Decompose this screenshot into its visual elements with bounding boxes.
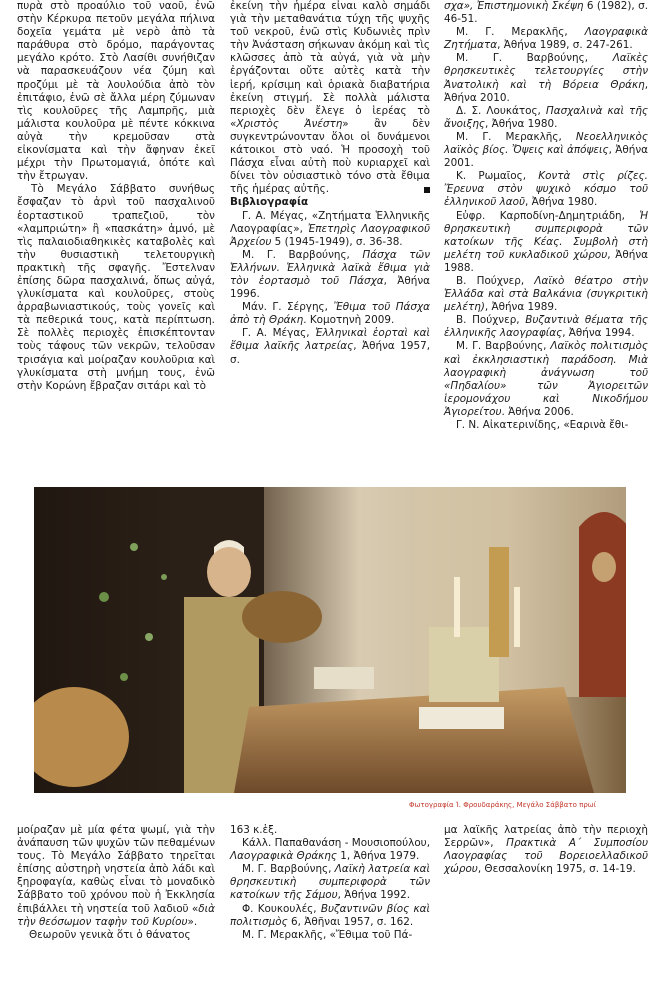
reference: 163 κ.ἑξ.: [230, 824, 278, 836]
paragraph: ἐκείνη τὴν ἡμέρα εἶναι καλὸ σημάδι γιὰ τὴν μεταθανάτια τύχη τῆς ψυχῆς τοῦ νεκροῦ, ἐνῶ στὶς Κυδωνιὲς πρὶν τὴν Ἀνάσταση σήκωναν ἀκόμη καὶ τὶς κλῶσσες ἀπὸ τὰ αὐγά, γιὰ νὰ μὴν ἐργάζονται οὔτε αὐτὲς κατὰ τὴν ἱερή, κρίσιμη καὶ ὁριακὰ διαβατήρια ἐκείνη στιγμή. Σὲ πολλὰ μάλιστα περιοχὲς δὲν ἔλεγε ὁ ἱερέας τὸ «Χριστὸς Ἀνέστη» ἂν δὲν συγκεντρώνονταν ὅλοι οἱ δυνάμενοι κάτοικοι στὸ ναό. Ἡ προσοχὴ τοῦ Πάσχα εἶναι αὐτὴ ποὺ κυριαρχεῖ καὶ δίνει τὸν οὐσιαστικὸ τόνο στὰ ἔθιμα τῆς ἡμέρας αὐτῆς.: [230, 0, 430, 196]
paragraph: Θεωροῦν γενικὰ ὅτι ὁ θάνατος: [29, 928, 191, 941]
column-2: [230, 0, 430, 367]
reference: μα λαϊκῆς λατρείας ἀπὸ τὴν περιοχὴ Σερρῶν», Πρακτικὰ Α΄ Συμποσίου Λαογραφίας τοῦ Βορειοελλαδικοῦ χώρου, Θεσσαλονίκη 1975, σ. 14-19.: [444, 824, 648, 876]
reference: Μ. Γ. Μερακλῆς, «Ἔθιμα τοῦ Πά-: [242, 928, 413, 941]
bibliography-list: [444, 0, 648, 432]
reference: Μ. Γ. Μερακλῆς, Λαογραφικὰ Ζητήματα, Ἀθήνα 1989, σ. 247-261.: [444, 26, 648, 52]
reference: Κάλλ. Παπαθανάση - Μουσιοπούλου, Λαογραφικὰ Θράκης 1, Ἀθήνα 1979.: [230, 837, 430, 863]
paragraph: Τὸ Μεγάλο Σάββατο συνήθως ἔσφαζαν τὸ ἀρνὶ τοῦ πασχαλινοῦ ἑορταστικοῦ τραπεζιοῦ, τὸν «λαμπριώτη» ἢ «πασκάτη» ἀμνό, μὲ τὶς παλαιοδιαθηκικὲς καταβολὲς καὶ τὴν θυσιαστικὴ τελετουργικὴ πρακτικὴ τῆς σφαγῆς. Ἔστελναν ἐπίσης δῶρα πασχαλινά, ὅπως αὐγά, γλυκίσματα καὶ κουλοῦρες, στοὺς ἀρραβωνιαστικούς, τοὺς γονεῖς καὶ τὰ πεθερικά τους, κατὰ περίπτωση. Σὲ πολλὲς περιοχὲς ἐπισκέπτονταν τοὺς τάφους τῶν νεκρῶν, τελοῦσαν τρισάγια καὶ μοίραζαν κουλοῦρια καὶ γλυκίσματα στὴ μνήμη τους, ἐνῶ στὴν Κορώνη ἔβραζαν σιτάρι καὶ τὸ: [17, 183, 215, 392]
reference: Μ. Γ. Μερακλῆς, Νεοελληνικὸς λαϊκὸς βίος. Ὄψεις καὶ ἀπόψεις, Ἀθήνα 2001.: [444, 130, 648, 170]
reference: Γ. Ν. Αἰκατερινίδης, «Εαρινὰ ἔθι-: [456, 419, 629, 431]
reference: Μ. Γ. Βαρβούνης, Λαϊκὸς πολιτισμὸς καὶ ἐκκλησιαστικὴ παράδοση. Μιὰ λαογραφικὴ ἀνάγνωση τοῦ «Πηδαλίου» τῶν Ἁγιορειτῶν ἱερομονάχου καὶ Νικοδήμου Ἁγιορείτου. Ἀθήνα 2006.: [444, 340, 648, 418]
column-1: [17, 0, 215, 393]
reference: Μάν. Γ. Σέργης, Ἔθιμα τοῦ Πάσχα ἀπὸ τὴ Θράκη. Κομοτηνὴ 2009.: [230, 301, 430, 327]
photo-priest-easter-saturday: [34, 487, 626, 793]
reference: Κ. Ρωμαῖος, Κοντὰ στὶς ρίζες. Ἔρευνα στὸν ψυχικὸ κόσμο τοῦ ἑλληνικοῦ λαοῦ, Ἀθήνα 1980.: [444, 170, 648, 209]
reference: Β. Πούχνερ, Λαϊκὸ θέατρο στὴν Ἑλλάδα καὶ στὰ Βαλκάνια (συγκριτικὴ μελέτη), Ἀθήνα 1989.: [444, 274, 648, 314]
bibliography-list: [230, 837, 430, 942]
column-3: [444, 0, 648, 432]
bibliography-heading: Βιβλιογραφία: [230, 196, 309, 209]
bottom-column-3: [444, 824, 648, 876]
bibliography-list: [230, 210, 430, 367]
reference: Β. Πούχνερ, Βυζαντινὰ θέματα τῆς ἑλληνικῆς λαογραφίας, Ἀθήνα 1994.: [444, 314, 648, 340]
bottom-column-1: [17, 824, 215, 942]
reference: Γ. Α. Μέγας, Ἑλληνικαὶ ἑορταὶ καὶ ἔθιμα λαϊκῆς λατρείας, Ἀθήνα 1957, σ.: [230, 327, 431, 366]
bottom-column-2: [230, 824, 430, 942]
reference: Φ. Κουκουλές, Βυζαντινῶν βίος καὶ πολιτισμὸς 6, Ἀθῆναι 1957, σ. 162.: [230, 902, 430, 928]
end-mark-icon: [424, 187, 430, 193]
reference: Μ. Γ. Βαρβούνης, Λαϊκὴ λατρεία καὶ θρησκευτικὴ συμπεριφορὰ τῶν κατοίκων τῆς Σάμου, Ἀθήνα 1992.: [230, 863, 431, 902]
photo-caption: Φωτογραφία Ί. Φρουδαράκης, Μεγάλο Σάββατο πρωί: [409, 801, 596, 809]
reference: Εὐφρ. Καρποδίνη-Δημητριάδη, Ἡ θρησκευτικὴ συμπεριφορὰ τῶν κατοίκων τῆς Κέας. Συμβολὴ στὴ μελέτη τοῦ κυκλαδικοῦ χώρου, Ἀθήνα 1988.: [444, 209, 648, 274]
reference: Μ. Γ. Βαρβούνης, Πάσχα τῶν Ἑλλήνων. Ἑλληνικὰ λαϊκὰ ἔθιμα γιὰ τὸν ἑορτασμὸ τοῦ Πάσχα, Ἀθήνα 1996.: [230, 248, 430, 301]
paragraph: μοίραζαν μὲ μία φέτα ψωμί, γιὰ τὴν ἀνάπαυση τῶν ψυχῶν τῶν πεθαμένων τους. Τὸ Μεγάλο Σάββατο τηρεῖται ἐπίσης αὐστηρὴ νηστεία ἀπὸ λάδι καὶ ξηροφαγία, καθὼς εἶναι τὸ μοναδικὸ Σάββατο τοῦ χρόνου ποὺ ἡ Ἐκκλησία ἐπιβάλλει τὴ νηστεία τοῦ λαδιοῦ «διὰ τὴν θεόσωμον ταφὴν τοῦ Κυρίου».: [17, 824, 215, 928]
paragraph: πυρὰ στὸ προαύλιο τοῦ ναοῦ, ἐνῶ στὴν Κέρκυρα πετοῦν μεγάλα πήλινα δοχεῖα γεμάτα μὲ νερὸ ἀπὸ τὰ παράθυρα στὸ δρόμο, παράγοντας μεγάλο κρότο. Στὸ Λασίθι συνήθιζαν νὰ παρασκευάζουν νέα ζύμη καὶ προζύμι μὲ τὰ λουλούδια ἀπὸ τὸν ἐπιτάφιο, ἐνῶ σὲ ἄλλα μέρη ζύμωναν τὶς κουλοῦρες τῆς Λαμπρῆς, μιὰ μάλιστα κουλοῦρα μὲ πέντε κόκκινα αὐγὰ τὴν κρεμοῦσαν στὰ εἰκονίσματα καὶ τὴν ἄφηναν ἐκεῖ μέχρι τὴν Πρωτομαγιά, ὁπότε καὶ τὴν ἔτρωγαν.: [17, 0, 215, 183]
reference: σχα», Ἐπιστημονικὴ Σκέψη 6 (1982), σ. 46-51.: [444, 0, 648, 26]
reference: Μ. Γ. Βαρβούνης, Λαϊκὲς θρησκευτικὲς τελετουργίες στὴν Ἀνατολικὴ καὶ τὴ Βόρεια Θράκη, Ἀθήνα 2010.: [444, 52, 648, 104]
reference: Δ. Σ. Λουκάτος, Πασχαλινὰ καὶ τῆς ἄνοιξης, Ἀθήνα 1980.: [444, 104, 648, 130]
reference: Γ. Α. Μέγας, «Ζητήματα Ἑλληνικῆς Λαογραφίας», Ἐπετηρὶς Λαογραφικοῦ Ἀρχείου 5 (1945-1949), σ. 36-38.: [230, 209, 430, 248]
